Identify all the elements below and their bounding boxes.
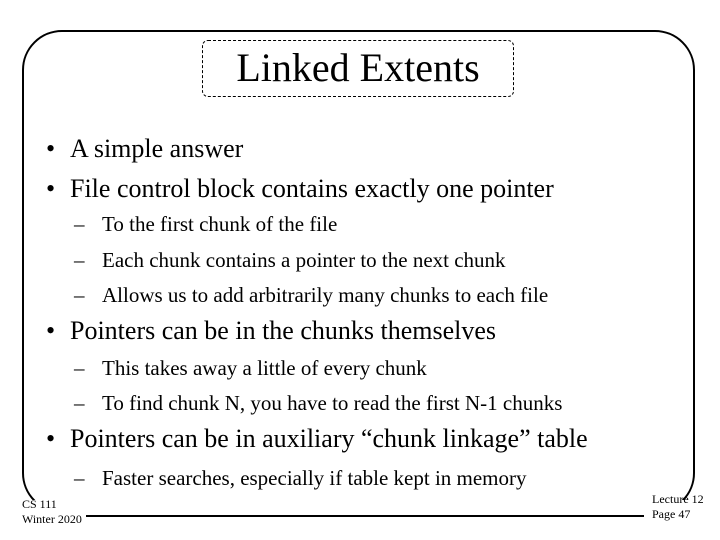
course-term: Winter 2020	[22, 512, 82, 526]
bullet-item	[46, 424, 588, 454]
footer-divider	[86, 515, 644, 517]
footer-course-info	[22, 497, 82, 527]
bullet-text: A simple answer	[70, 134, 244, 163]
sub-bullet-text: Each chunk contains a pointer to the next chunk	[102, 248, 506, 272]
sub-bullet-marker: –	[74, 466, 85, 490]
bullet-item	[46, 134, 243, 164]
bullet-marker: •	[46, 316, 56, 345]
bullet-marker: •	[46, 134, 56, 163]
lecture-number: Lecture 12	[652, 492, 704, 506]
sub-bullet-item	[74, 390, 562, 416]
sub-bullet-text: Allows us to add arbitrarily many chunks to each file	[102, 283, 549, 307]
bullet-marker: •	[46, 424, 56, 453]
page-number: Page 47	[652, 507, 691, 521]
bullet-text: Pointers can be in the chunks themselves	[70, 316, 497, 345]
sub-bullet-item	[74, 355, 427, 381]
sub-bullet-marker: –	[74, 248, 85, 272]
title-box	[202, 40, 514, 97]
sub-bullet-item	[74, 211, 337, 237]
sub-bullet-marker: –	[74, 212, 85, 236]
footer-lecture-info	[652, 492, 704, 522]
footer-area	[10, 500, 710, 540]
slide-title: Linked Extents	[236, 45, 480, 90]
sub-bullet-marker: –	[74, 356, 85, 380]
sub-bullet-item	[74, 282, 548, 308]
sub-bullet-item	[74, 465, 527, 491]
bullet-marker: •	[46, 174, 56, 203]
bullet-text: File control block contains exactly one pointer	[70, 174, 554, 203]
sub-bullet-text: To find chunk N, you have to read the first N-1 chunks	[102, 391, 563, 415]
course-name: CS 111	[22, 497, 57, 511]
bullet-text: Pointers can be in auxiliary “chunk linkage” table	[70, 424, 588, 453]
sub-bullet-text: This takes away a little of every chunk	[102, 356, 427, 380]
sub-bullet-marker: –	[74, 391, 85, 415]
sub-bullet-text: To the first chunk of the file	[102, 212, 338, 236]
bullet-item	[46, 316, 496, 346]
sub-bullet-item	[74, 247, 506, 273]
bullet-item	[46, 174, 554, 204]
sub-bullet-text: Faster searches, especially if table kept in memory	[102, 466, 527, 490]
sub-bullet-marker: –	[74, 283, 85, 307]
